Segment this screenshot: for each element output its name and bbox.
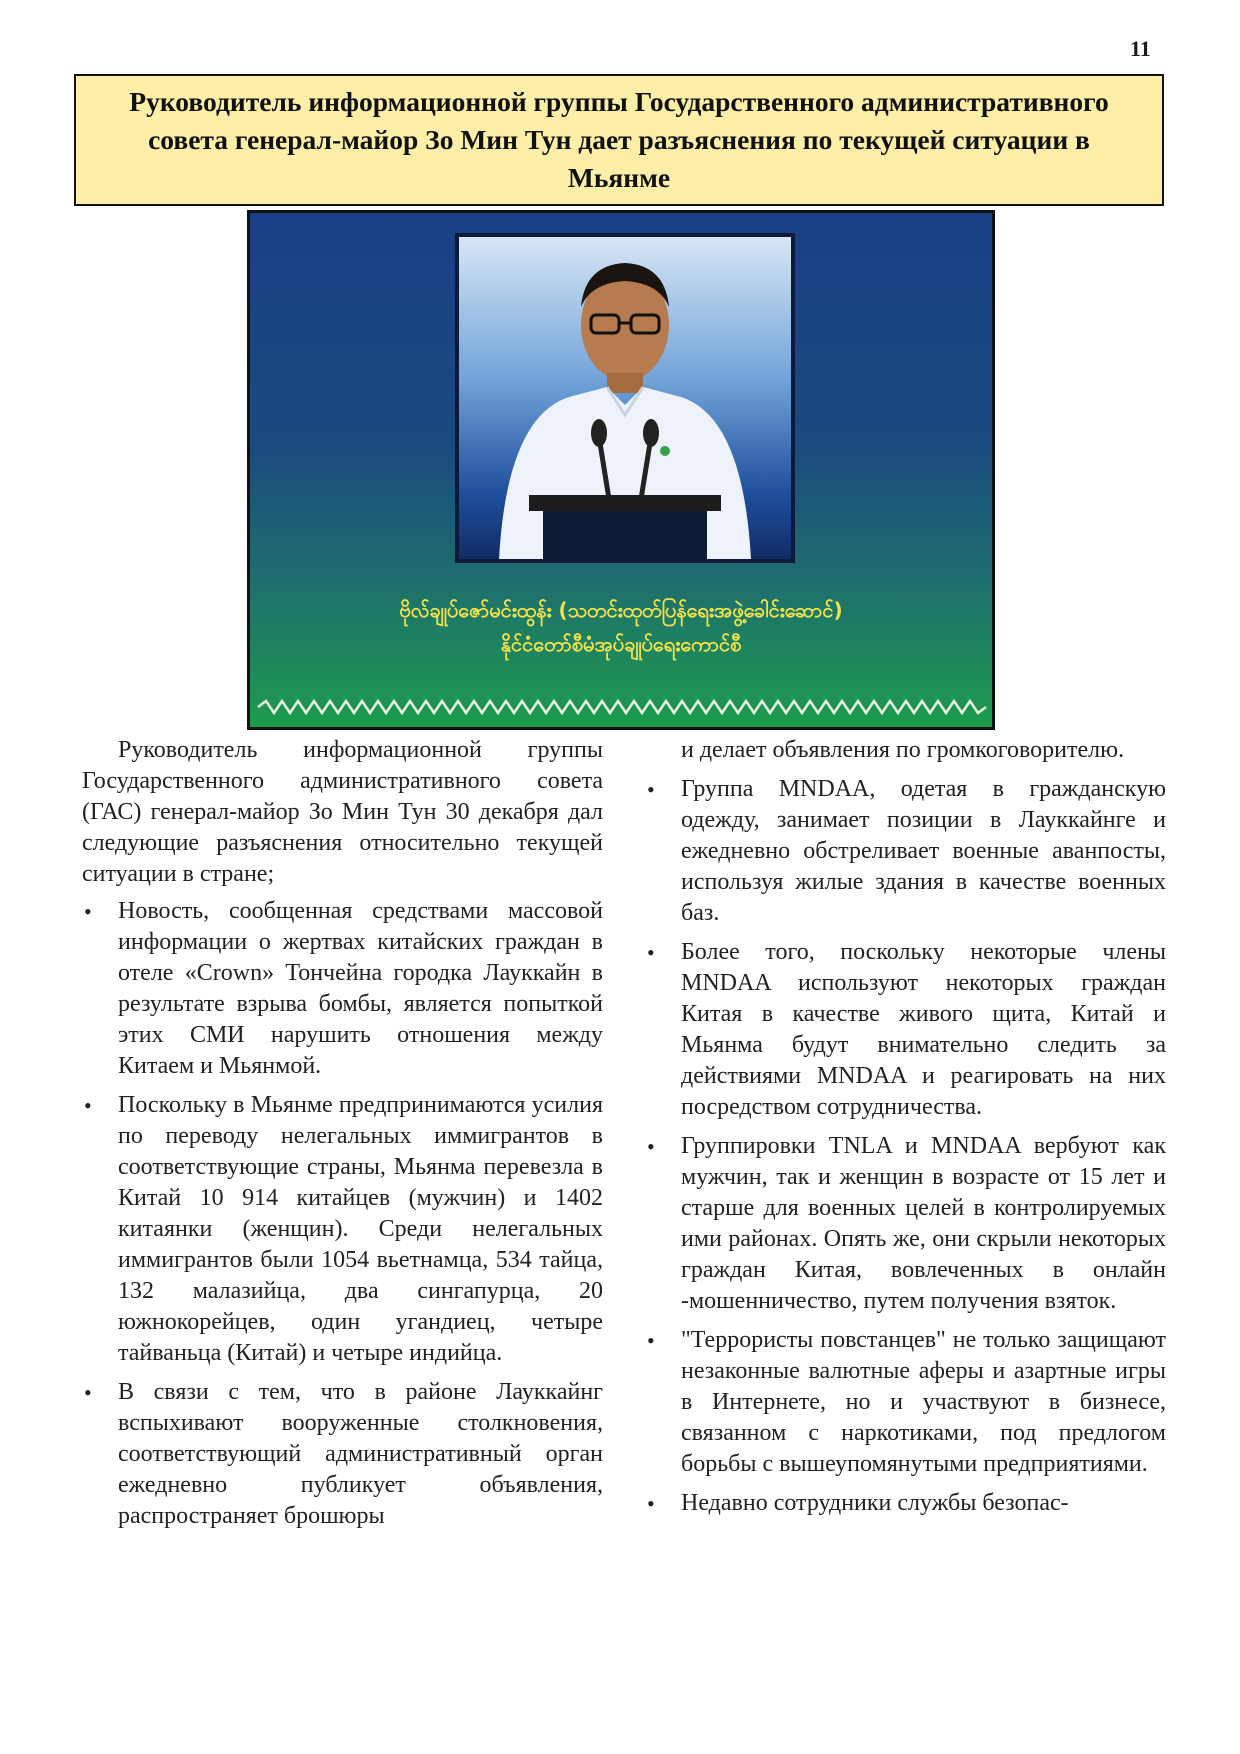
list-item: • Группировки TNLA и MNDAA вербуют как мужчин, так и женщин в возрасте от 15 лет и старше для военных целей в контролируемых ими районах. Опять же, они скрыли некоторых граждан Китая, вовлеченных в онлайн -мошенничество, путем получения взяток.: [645, 1131, 1166, 1317]
right-column: [645, 735, 1166, 1540]
article-body: [82, 735, 1166, 1540]
list-item: • Поскольку в Мьянме предпринимаются усилия по переводу нелегальных иммигрантов в соответствующие страны, Мьянма перевезла в Китай 10 914 китайцев (мужчин) и 1402 китаянки (женщин). Среди нелегальных иммигрантов были 1054 вьетнамца, 534 тайца, 132 малазийца, два сингапурца, 20 южнокорейцев, один угандиец, четыре тайваньца (Китай) и четыре индийца.: [82, 1090, 603, 1369]
right-bullet-list: [645, 774, 1166, 1519]
list-item: • Группа MNDAA, одетая в гражданскую одежду, занимает позиции в Лауккайнге и ежедневно обстреливает военные аванпосты, используя жилые здания в качестве военных баз.: [645, 774, 1166, 929]
decorative-wave-icon: [250, 695, 992, 719]
news-photo: [247, 210, 995, 730]
intro-paragraph: Руководитель информационной группы Государственного административного совета (ГАС) генерал-майор Зо Мин Тун 30 декабря дал следующие разъяснения относительно текущей ситуации в стране;: [82, 737, 603, 887]
list-item: • Недавно сотрудники службы безопас-: [645, 1488, 1166, 1519]
article-headline: Руководитель информационной группы Государственного административного совета генерал-майор Зо Мин Тун дает разъяснения по текущей ситуации в Мьянме: [129, 86, 1109, 193]
caption-line-2: နိုင်ငံတော်စီမံအုပ်ချုပ်ရေးကောင်စီ: [500, 632, 742, 656]
speaker-figure-icon: [459, 237, 791, 559]
speaker-video-frame: [455, 233, 795, 563]
left-bullet-list: [82, 896, 603, 1532]
page-number: 11: [1130, 36, 1151, 61]
list-item: • "Террористы повстанцев" не только защищают незаконные валютные аферы и азартные игры в Интернете, но и участвуют в бизнесе, связанном с наркотиками, под предлогом борьбы с вышеупомянутыми предприятиями.: [645, 1325, 1166, 1480]
list-item: • В связи с тем, что в районе Лауккайнг вспыхивают вооруженные столкновения, соответствующий административный орган ежедневно публикует объявления, распространяет брошюры: [82, 1377, 603, 1532]
caption-line-1: ဗိုလ်ချုပ်ဇော်မင်းထွန်း (သတင်းထုတ်ပြန်ရေးအဖွဲ့ခေါင်းဆောင်): [399, 598, 843, 622]
list-item: • Более того, поскольку некоторые члены MNDAA используют некоторых граждан Китая в качестве живого щита, Китай и Мьянма будут внимательно следить за действиями MNDAA и реагировать на них посредством сотрудничества.: [645, 937, 1166, 1123]
left-column: [82, 735, 603, 1540]
headline-box: [74, 74, 1164, 206]
continued-text: и делает объявления по громкоговорителю.: [681, 737, 1125, 763]
list-item: • Новость, сообщенная средствами массовой информации о жертвах китайских граждан в отеле «Crown» Тончейна городка Лауккайн в результате взрыва бомбы, является попыткой этих СМИ нарушить отношения между Китаем и Мьянмой.: [82, 896, 603, 1082]
photo-caption: [250, 593, 992, 661]
